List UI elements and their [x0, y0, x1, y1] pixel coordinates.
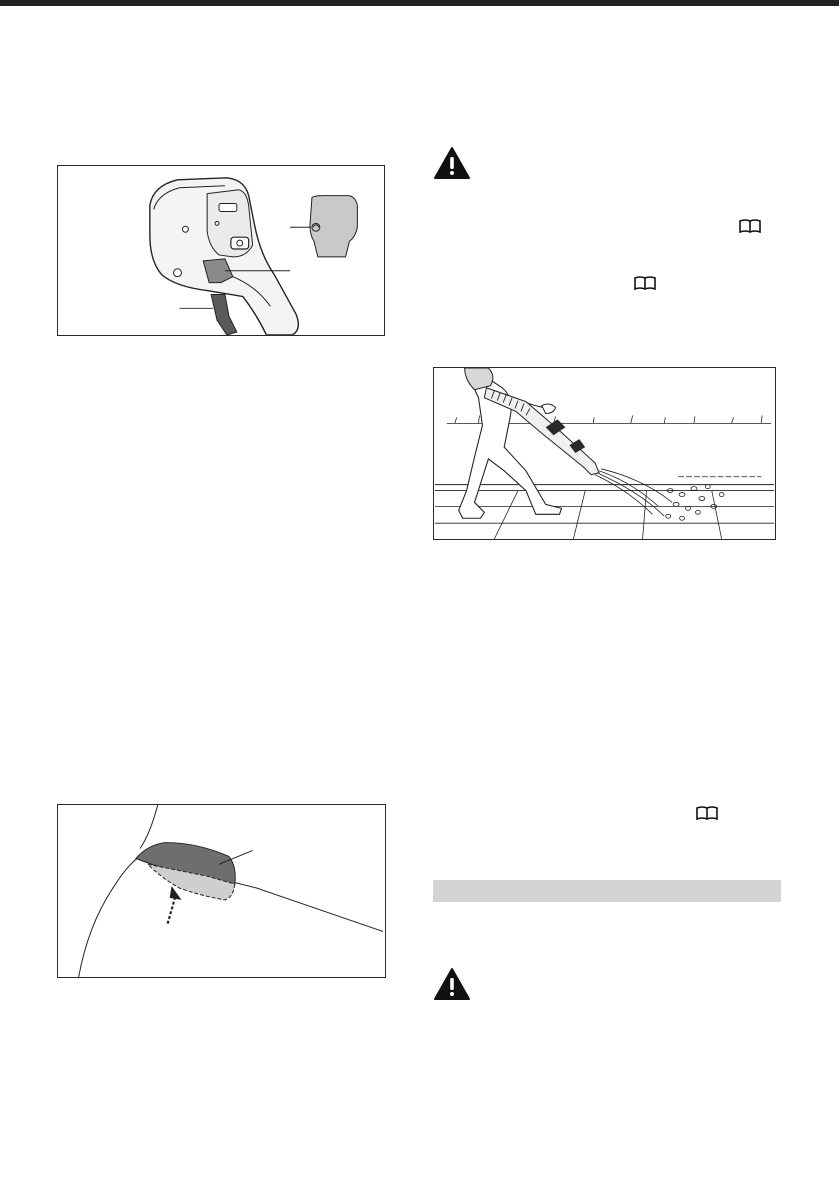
page-top-border [0, 0, 839, 6]
shoulder-strap-padding-illustration [57, 804, 386, 978]
blower-handle-trigger-icon [58, 166, 384, 335]
manual-book-icon[interactable] [634, 276, 656, 290]
manual-book-icon[interactable] [696, 806, 718, 820]
blower-operation-illustration [433, 367, 776, 540]
section-header-bar [433, 880, 781, 902]
person-using-blower-icon [434, 368, 775, 539]
warning-triangle-icon [433, 146, 471, 180]
trigger-handle-illustration [57, 165, 385, 336]
manual-book-icon[interactable] [739, 219, 761, 233]
warning-triangle-icon [433, 967, 471, 1001]
strap-padding-icon [58, 805, 385, 977]
